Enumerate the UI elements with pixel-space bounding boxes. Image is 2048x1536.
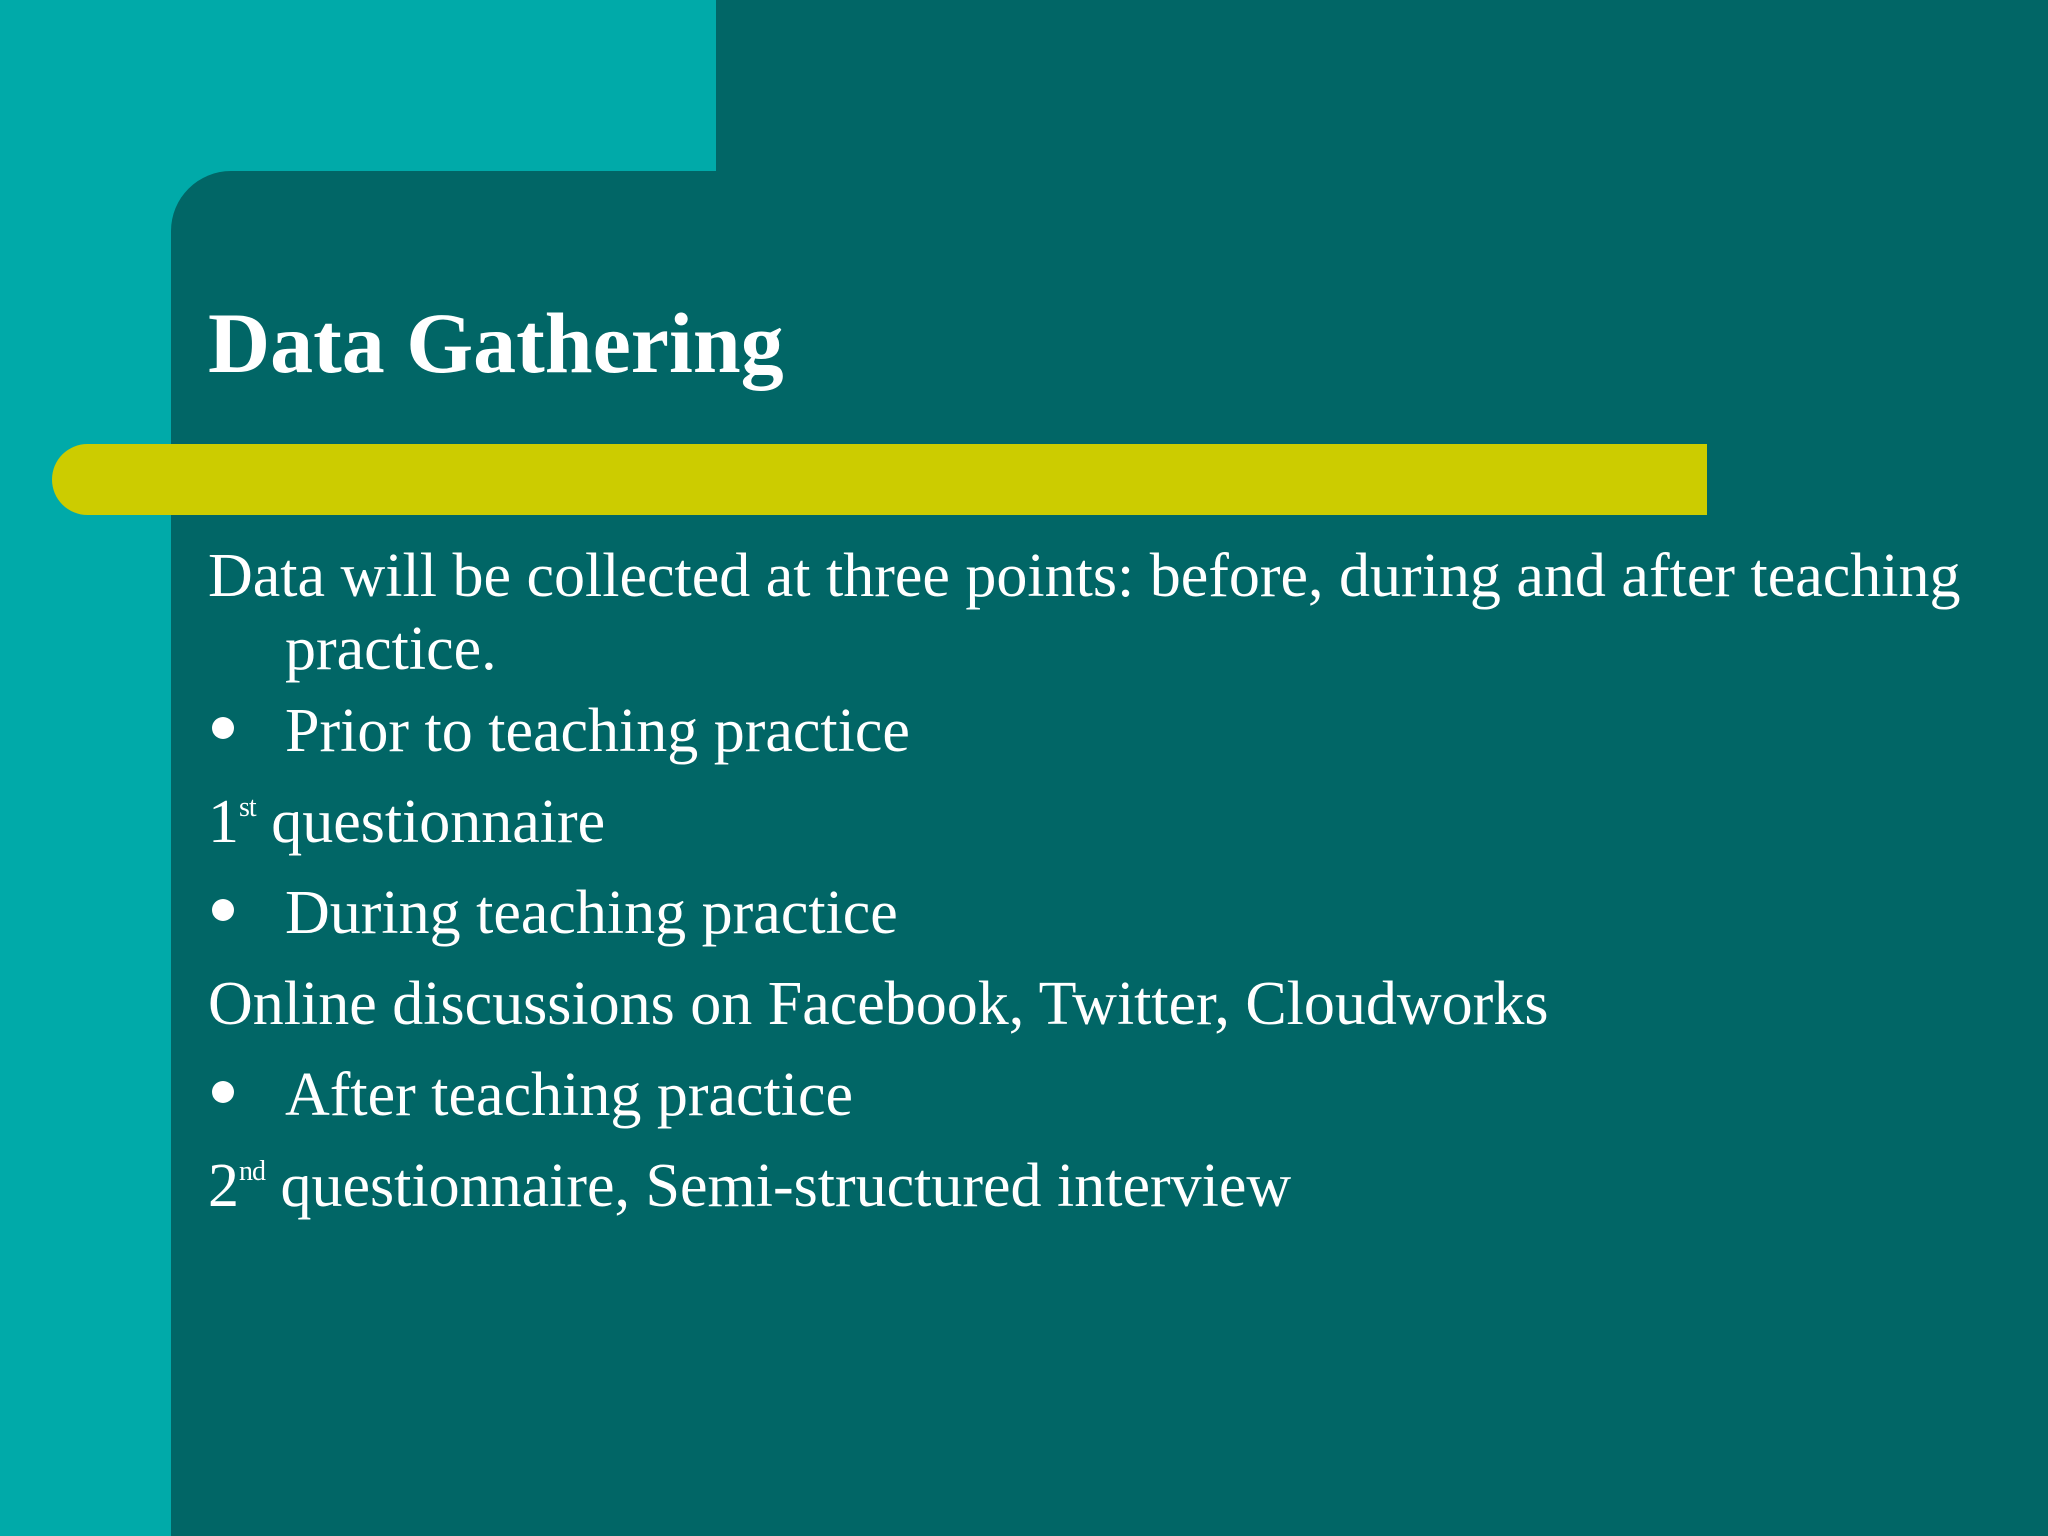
bullet-text: Prior to teaching practice — [285, 697, 910, 765]
slide-body — [208, 540, 1961, 1232]
detail-line — [208, 777, 1928, 868]
bullet-dot-icon — [212, 1081, 234, 1103]
bullet-item — [208, 686, 1928, 777]
bullet-dot-icon — [212, 717, 234, 739]
ordinal-suffix: nd — [239, 1156, 265, 1187]
detail-line — [208, 1141, 1928, 1232]
slide-title: Data Gathering — [208, 295, 784, 391]
bullet-text: After teaching practice — [285, 1061, 853, 1129]
accent-bar — [52, 444, 1707, 515]
detail-line — [208, 959, 1928, 1050]
detail-text: questionnaire, Semi-structured interview — [265, 1152, 1292, 1220]
detail-text: questionnaire — [255, 788, 606, 856]
bullet-item — [208, 868, 1928, 959]
bullet-dot-icon — [212, 899, 234, 921]
detail-text: Online discussions on Facebook, Twitter, Cloudworks — [208, 970, 1549, 1038]
background-panel-top — [716, 0, 2048, 172]
bullet-text: During teaching practice — [285, 879, 898, 947]
ordinal-suffix: st — [239, 792, 256, 823]
bullet-item — [208, 1050, 1928, 1141]
ordinal-number: 1 — [208, 788, 239, 856]
ordinal-number: 2 — [208, 1152, 239, 1220]
intro-paragraph: Data will be collected at three points: before, during and after teaching practice. — [208, 542, 1961, 683]
